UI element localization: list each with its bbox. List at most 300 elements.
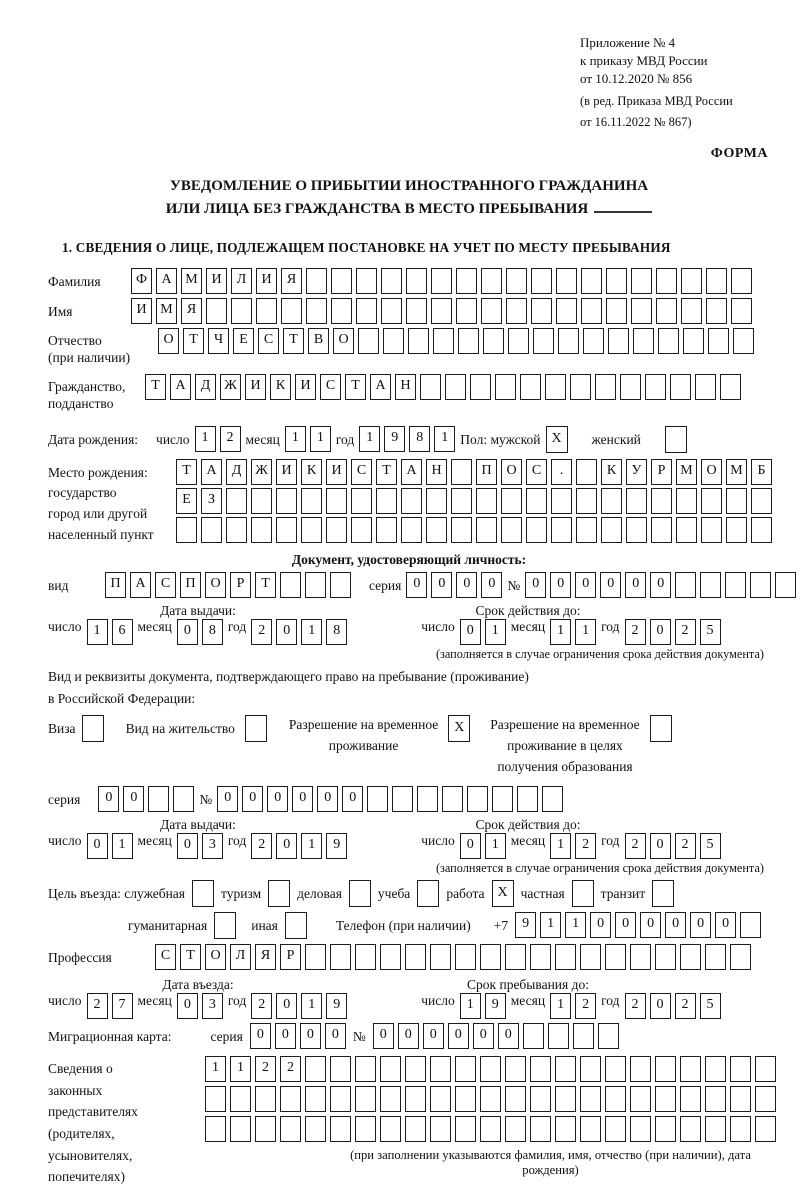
cell-box[interactable]: [730, 944, 751, 970]
cell-box[interactable]: С: [320, 374, 341, 400]
cell-box[interactable]: [558, 328, 579, 354]
cell-box[interactable]: [601, 517, 622, 543]
cell-box[interactable]: 1: [205, 1056, 226, 1082]
cell-box[interactable]: [331, 268, 352, 294]
cell-box[interactable]: [280, 1086, 301, 1112]
cell-box[interactable]: 1: [301, 993, 322, 1019]
cell-box[interactable]: [433, 328, 454, 354]
cell-box[interactable]: [675, 572, 696, 598]
cell-box[interactable]: [526, 517, 547, 543]
cell-box[interactable]: 0: [276, 993, 297, 1019]
cell-box[interactable]: [505, 1086, 526, 1112]
cell-box[interactable]: [445, 374, 466, 400]
cell-box[interactable]: [476, 517, 497, 543]
cell-box[interactable]: 5: [700, 993, 721, 1019]
cell-box[interactable]: [606, 298, 627, 324]
cell-box[interactable]: [655, 1116, 676, 1142]
cell-box[interactable]: 0: [456, 572, 477, 598]
cell-box[interactable]: 0: [177, 619, 198, 645]
cell-box[interactable]: [681, 268, 702, 294]
cell-box[interactable]: С: [258, 328, 279, 354]
cell-box[interactable]: [356, 298, 377, 324]
cell-box[interactable]: [381, 298, 402, 324]
cell-box[interactable]: И: [326, 459, 347, 485]
cell-box[interactable]: [740, 912, 761, 938]
cell-box[interactable]: [483, 328, 504, 354]
cell-box[interactable]: 8: [202, 619, 223, 645]
cell-box[interactable]: 0: [600, 572, 621, 598]
cell-box[interactable]: [542, 786, 563, 812]
cell-box[interactable]: [631, 298, 652, 324]
cell-box[interactable]: [205, 1086, 226, 1112]
cell-box[interactable]: 1: [301, 619, 322, 645]
cell-box[interactable]: И: [276, 459, 297, 485]
cell-box[interactable]: [581, 298, 602, 324]
cell-box[interactable]: [701, 488, 722, 514]
cell-box[interactable]: А: [401, 459, 422, 485]
cell-box[interactable]: [720, 374, 741, 400]
cell-box[interactable]: [470, 374, 491, 400]
purpose-transit-checkbox[interactable]: [652, 880, 674, 907]
cell-box[interactable]: [305, 572, 326, 598]
cell-box[interactable]: 1: [310, 426, 331, 452]
cell-box[interactable]: [556, 268, 577, 294]
cell-box[interactable]: Ж: [251, 459, 272, 485]
cell-box[interactable]: У: [626, 459, 647, 485]
cell-box[interactable]: [751, 488, 772, 514]
cell-box[interactable]: [605, 1086, 626, 1112]
cell-box[interactable]: 9: [485, 993, 506, 1019]
cell-box[interactable]: [706, 298, 727, 324]
cell-box[interactable]: [455, 944, 476, 970]
cell-box[interactable]: [630, 1116, 651, 1142]
cell-box[interactable]: [401, 517, 422, 543]
cell-box[interactable]: Я: [281, 268, 302, 294]
cell-box[interactable]: [358, 328, 379, 354]
cell-box[interactable]: 1: [485, 619, 506, 645]
purpose-private-checkbox[interactable]: [572, 880, 594, 907]
cell-box[interactable]: [330, 1086, 351, 1112]
cell-box[interactable]: 1: [565, 912, 586, 938]
cell-box[interactable]: 0: [275, 1023, 296, 1049]
cell-box[interactable]: [480, 1086, 501, 1112]
cell-box[interactable]: 5: [700, 619, 721, 645]
cell-box[interactable]: 7: [112, 993, 133, 1019]
cell-box[interactable]: И: [206, 268, 227, 294]
cell-box[interactable]: [306, 268, 327, 294]
cell-box[interactable]: [481, 268, 502, 294]
cell-box[interactable]: 0: [575, 572, 596, 598]
cell-box[interactable]: [598, 1023, 619, 1049]
cell-box[interactable]: 2: [625, 833, 646, 859]
cell-box[interactable]: 0: [267, 786, 288, 812]
cell-box[interactable]: 2: [220, 426, 241, 452]
cell-box[interactable]: [633, 328, 654, 354]
cell-box[interactable]: [255, 1116, 276, 1142]
cell-box[interactable]: И: [295, 374, 316, 400]
cell-box[interactable]: [355, 1086, 376, 1112]
cell-box[interactable]: [406, 298, 427, 324]
cell-box[interactable]: [630, 1056, 651, 1082]
cell-box[interactable]: [455, 1116, 476, 1142]
cell-box[interactable]: [481, 298, 502, 324]
cell-box[interactable]: 0: [650, 619, 671, 645]
cell-box[interactable]: [620, 374, 641, 400]
cell-box[interactable]: 1: [301, 833, 322, 859]
cell-box[interactable]: 0: [625, 572, 646, 598]
cell-box[interactable]: [176, 517, 197, 543]
cell-box[interactable]: 0: [87, 833, 108, 859]
cell-box[interactable]: [626, 488, 647, 514]
cell-box[interactable]: 0: [615, 912, 636, 938]
cell-box[interactable]: Ж: [220, 374, 241, 400]
cell-box[interactable]: 0: [498, 1023, 519, 1049]
cell-box[interactable]: [451, 459, 472, 485]
cell-box[interactable]: [705, 1086, 726, 1112]
cell-box[interactable]: [426, 517, 447, 543]
cell-box[interactable]: А: [156, 268, 177, 294]
cell-box[interactable]: [380, 944, 401, 970]
cell-box[interactable]: 1: [195, 426, 216, 452]
cell-box[interactable]: .: [551, 459, 572, 485]
cell-box[interactable]: П: [476, 459, 497, 485]
cell-box[interactable]: [706, 268, 727, 294]
cell-box[interactable]: [576, 459, 597, 485]
cell-box[interactable]: 9: [326, 993, 347, 1019]
cell-box[interactable]: [430, 1086, 451, 1112]
cell-box[interactable]: 0: [431, 572, 452, 598]
cell-box[interactable]: Е: [176, 488, 197, 514]
cell-box[interactable]: П: [105, 572, 126, 598]
cell-box[interactable]: [530, 1116, 551, 1142]
cell-box[interactable]: Б: [751, 459, 772, 485]
cell-box[interactable]: [580, 1056, 601, 1082]
cell-box[interactable]: 3: [202, 993, 223, 1019]
cell-box[interactable]: А: [201, 459, 222, 485]
cell-box[interactable]: [676, 517, 697, 543]
cell-box[interactable]: [545, 374, 566, 400]
cell-box[interactable]: [658, 328, 679, 354]
cell-box[interactable]: [726, 488, 747, 514]
cell-box[interactable]: [570, 374, 591, 400]
male-checkbox[interactable]: X: [546, 426, 568, 453]
cell-box[interactable]: [276, 517, 297, 543]
cell-box[interactable]: Т: [180, 944, 201, 970]
cell-box[interactable]: [655, 944, 676, 970]
cell-box[interactable]: [367, 786, 388, 812]
cell-box[interactable]: [281, 298, 302, 324]
cell-box[interactable]: 0: [640, 912, 661, 938]
cell-box[interactable]: [605, 1116, 626, 1142]
cell-box[interactable]: [231, 298, 252, 324]
cell-box[interactable]: И: [245, 374, 266, 400]
cell-box[interactable]: [676, 488, 697, 514]
cell-box[interactable]: [380, 1086, 401, 1112]
cell-box[interactable]: А: [130, 572, 151, 598]
cell-box[interactable]: [517, 786, 538, 812]
cell-box[interactable]: [456, 298, 477, 324]
cell-box[interactable]: [751, 517, 772, 543]
cell-box[interactable]: [555, 1116, 576, 1142]
cell-box[interactable]: [431, 298, 452, 324]
cell-box[interactable]: [580, 944, 601, 970]
cell-box[interactable]: 1: [550, 619, 571, 645]
purpose-humanitarian-checkbox[interactable]: [214, 912, 236, 939]
cell-box[interactable]: [330, 944, 351, 970]
cell-box[interactable]: 0: [481, 572, 502, 598]
cell-box[interactable]: Ф: [131, 268, 152, 294]
cell-box[interactable]: [380, 1056, 401, 1082]
cell-box[interactable]: К: [270, 374, 291, 400]
cell-box[interactable]: 0: [398, 1023, 419, 1049]
cell-box[interactable]: 0: [473, 1023, 494, 1049]
cell-box[interactable]: Т: [255, 572, 276, 598]
cell-box[interactable]: [495, 374, 516, 400]
cell-box[interactable]: М: [676, 459, 697, 485]
cell-box[interactable]: 2: [251, 619, 272, 645]
cell-box[interactable]: [383, 328, 404, 354]
cell-box[interactable]: [730, 1086, 751, 1112]
cell-box[interactable]: В: [308, 328, 329, 354]
cell-box[interactable]: [681, 298, 702, 324]
purpose-other-checkbox[interactable]: [285, 912, 307, 939]
cell-box[interactable]: [405, 944, 426, 970]
cell-box[interactable]: [750, 572, 771, 598]
cell-box[interactable]: [330, 1116, 351, 1142]
cell-box[interactable]: [467, 786, 488, 812]
cell-box[interactable]: [392, 786, 413, 812]
cell-box[interactable]: [430, 1116, 451, 1142]
cell-box[interactable]: [630, 944, 651, 970]
cell-box[interactable]: [326, 517, 347, 543]
cell-box[interactable]: [256, 298, 277, 324]
cell-box[interactable]: [530, 1056, 551, 1082]
cell-box[interactable]: А: [170, 374, 191, 400]
cell-box[interactable]: [551, 488, 572, 514]
cell-box[interactable]: [725, 572, 746, 598]
cell-box[interactable]: [523, 1023, 544, 1049]
cell-box[interactable]: 1: [359, 426, 380, 452]
cell-box[interactable]: [630, 1086, 651, 1112]
cell-box[interactable]: [451, 517, 472, 543]
cell-box[interactable]: 2: [675, 619, 696, 645]
cell-box[interactable]: 1: [460, 993, 481, 1019]
cell-box[interactable]: [631, 268, 652, 294]
cell-box[interactable]: О: [205, 944, 226, 970]
cell-box[interactable]: [405, 1086, 426, 1112]
cell-box[interactable]: 8: [409, 426, 430, 452]
purpose-study-checkbox[interactable]: [417, 880, 439, 907]
cell-box[interactable]: [230, 1116, 251, 1142]
cell-box[interactable]: 0: [650, 833, 671, 859]
cell-box[interactable]: [442, 786, 463, 812]
cell-box[interactable]: [417, 786, 438, 812]
cell-box[interactable]: [755, 1056, 776, 1082]
cell-box[interactable]: 0: [590, 912, 611, 938]
cell-box[interactable]: [230, 1086, 251, 1112]
cell-box[interactable]: 1: [540, 912, 561, 938]
cell-box[interactable]: О: [158, 328, 179, 354]
cell-box[interactable]: [505, 1116, 526, 1142]
cell-box[interactable]: [530, 944, 551, 970]
female-checkbox[interactable]: [665, 426, 687, 453]
cell-box[interactable]: 0: [217, 786, 238, 812]
cell-box[interactable]: [555, 944, 576, 970]
cell-box[interactable]: 6: [112, 619, 133, 645]
cell-box[interactable]: [755, 1116, 776, 1142]
cell-box[interactable]: [351, 488, 372, 514]
cell-box[interactable]: [376, 517, 397, 543]
cell-box[interactable]: [533, 328, 554, 354]
cell-box[interactable]: [705, 1056, 726, 1082]
cell-box[interactable]: [201, 517, 222, 543]
cell-box[interactable]: 2: [625, 993, 646, 1019]
cell-box[interactable]: [506, 298, 527, 324]
cell-box[interactable]: 8: [326, 619, 347, 645]
cell-box[interactable]: 0: [250, 1023, 271, 1049]
cell-box[interactable]: 5: [700, 833, 721, 859]
cell-box[interactable]: [573, 1023, 594, 1049]
cell-box[interactable]: 1: [485, 833, 506, 859]
cell-box[interactable]: 0: [98, 786, 119, 812]
cell-box[interactable]: [431, 268, 452, 294]
cell-box[interactable]: [680, 1116, 701, 1142]
cell-box[interactable]: [530, 1086, 551, 1112]
cell-box[interactable]: 0: [177, 833, 198, 859]
cell-box[interactable]: [401, 488, 422, 514]
cell-box[interactable]: [670, 374, 691, 400]
cell-box[interactable]: [580, 1116, 601, 1142]
cell-box[interactable]: [531, 298, 552, 324]
cell-box[interactable]: 0: [525, 572, 546, 598]
cell-box[interactable]: [480, 1116, 501, 1142]
cell-box[interactable]: 0: [325, 1023, 346, 1049]
cell-box[interactable]: 0: [715, 912, 736, 938]
cell-box[interactable]: 0: [550, 572, 571, 598]
cell-box[interactable]: [330, 1056, 351, 1082]
cell-box[interactable]: З: [201, 488, 222, 514]
cell-box[interactable]: [548, 1023, 569, 1049]
cell-box[interactable]: Ч: [208, 328, 229, 354]
cell-box[interactable]: [326, 488, 347, 514]
cell-box[interactable]: 0: [460, 833, 481, 859]
cell-box[interactable]: [356, 268, 377, 294]
cell-box[interactable]: А: [370, 374, 391, 400]
cell-box[interactable]: О: [205, 572, 226, 598]
cell-box[interactable]: [501, 488, 522, 514]
cell-box[interactable]: 1: [550, 833, 571, 859]
cell-box[interactable]: [305, 1116, 326, 1142]
cell-box[interactable]: [656, 268, 677, 294]
cell-box[interactable]: Р: [280, 944, 301, 970]
cell-box[interactable]: 1: [575, 619, 596, 645]
cell-box[interactable]: [408, 328, 429, 354]
cell-box[interactable]: [301, 517, 322, 543]
cell-box[interactable]: [651, 488, 672, 514]
cell-box[interactable]: [406, 268, 427, 294]
cell-box[interactable]: Р: [230, 572, 251, 598]
cell-box[interactable]: [701, 517, 722, 543]
cell-box[interactable]: [381, 268, 402, 294]
cell-box[interactable]: [305, 1056, 326, 1082]
cell-box[interactable]: 0: [242, 786, 263, 812]
cell-box[interactable]: 2: [625, 619, 646, 645]
cell-box[interactable]: [355, 1116, 376, 1142]
cell-box[interactable]: Т: [283, 328, 304, 354]
cell-box[interactable]: 0: [448, 1023, 469, 1049]
cell-box[interactable]: [645, 374, 666, 400]
cell-box[interactable]: 0: [317, 786, 338, 812]
cell-box[interactable]: [455, 1056, 476, 1082]
cell-box[interactable]: Л: [231, 268, 252, 294]
cell-box[interactable]: 0: [373, 1023, 394, 1049]
cell-box[interactable]: 1: [112, 833, 133, 859]
cell-box[interactable]: [226, 488, 247, 514]
cell-box[interactable]: [420, 374, 441, 400]
cell-box[interactable]: [280, 572, 301, 598]
cell-box[interactable]: Я: [181, 298, 202, 324]
cell-box[interactable]: М: [726, 459, 747, 485]
cell-box[interactable]: [226, 517, 247, 543]
cell-box[interactable]: 0: [406, 572, 427, 598]
cell-box[interactable]: [251, 488, 272, 514]
cell-box[interactable]: С: [155, 572, 176, 598]
cell-box[interactable]: И: [256, 268, 277, 294]
cell-box[interactable]: [730, 1056, 751, 1082]
cell-box[interactable]: Т: [145, 374, 166, 400]
rvp-checkbox[interactable]: X: [448, 715, 470, 742]
cell-box[interactable]: [730, 1116, 751, 1142]
cell-box[interactable]: М: [181, 268, 202, 294]
cell-box[interactable]: [651, 517, 672, 543]
cell-box[interactable]: 9: [515, 912, 536, 938]
cell-box[interactable]: [581, 268, 602, 294]
cell-box[interactable]: [755, 1086, 776, 1112]
cell-box[interactable]: [705, 1116, 726, 1142]
cell-box[interactable]: [555, 1056, 576, 1082]
cell-box[interactable]: [555, 1086, 576, 1112]
cell-box[interactable]: [206, 298, 227, 324]
cell-box[interactable]: О: [333, 328, 354, 354]
cell-box[interactable]: 2: [675, 833, 696, 859]
cell-box[interactable]: [456, 268, 477, 294]
cell-box[interactable]: [355, 944, 376, 970]
cell-box[interactable]: [430, 1056, 451, 1082]
cell-box[interactable]: 0: [123, 786, 144, 812]
cell-box[interactable]: [576, 488, 597, 514]
cell-box[interactable]: [726, 517, 747, 543]
cell-box[interactable]: Я: [255, 944, 276, 970]
cell-box[interactable]: 0: [650, 572, 671, 598]
cell-box[interactable]: [556, 298, 577, 324]
cell-box[interactable]: 1: [434, 426, 455, 452]
cell-box[interactable]: [605, 1056, 626, 1082]
cell-box[interactable]: [708, 328, 729, 354]
cell-box[interactable]: [173, 786, 194, 812]
cell-box[interactable]: [608, 328, 629, 354]
cell-box[interactable]: 0: [423, 1023, 444, 1049]
cell-box[interactable]: [520, 374, 541, 400]
cell-box[interactable]: [731, 268, 752, 294]
cell-box[interactable]: Т: [183, 328, 204, 354]
cell-box[interactable]: [458, 328, 479, 354]
cell-box[interactable]: [405, 1116, 426, 1142]
cell-box[interactable]: [695, 374, 716, 400]
purpose-tourism-checkbox[interactable]: [268, 880, 290, 907]
cell-box[interactable]: [655, 1086, 676, 1112]
cell-box[interactable]: [280, 1116, 301, 1142]
residence-permit-checkbox[interactable]: [245, 715, 267, 742]
